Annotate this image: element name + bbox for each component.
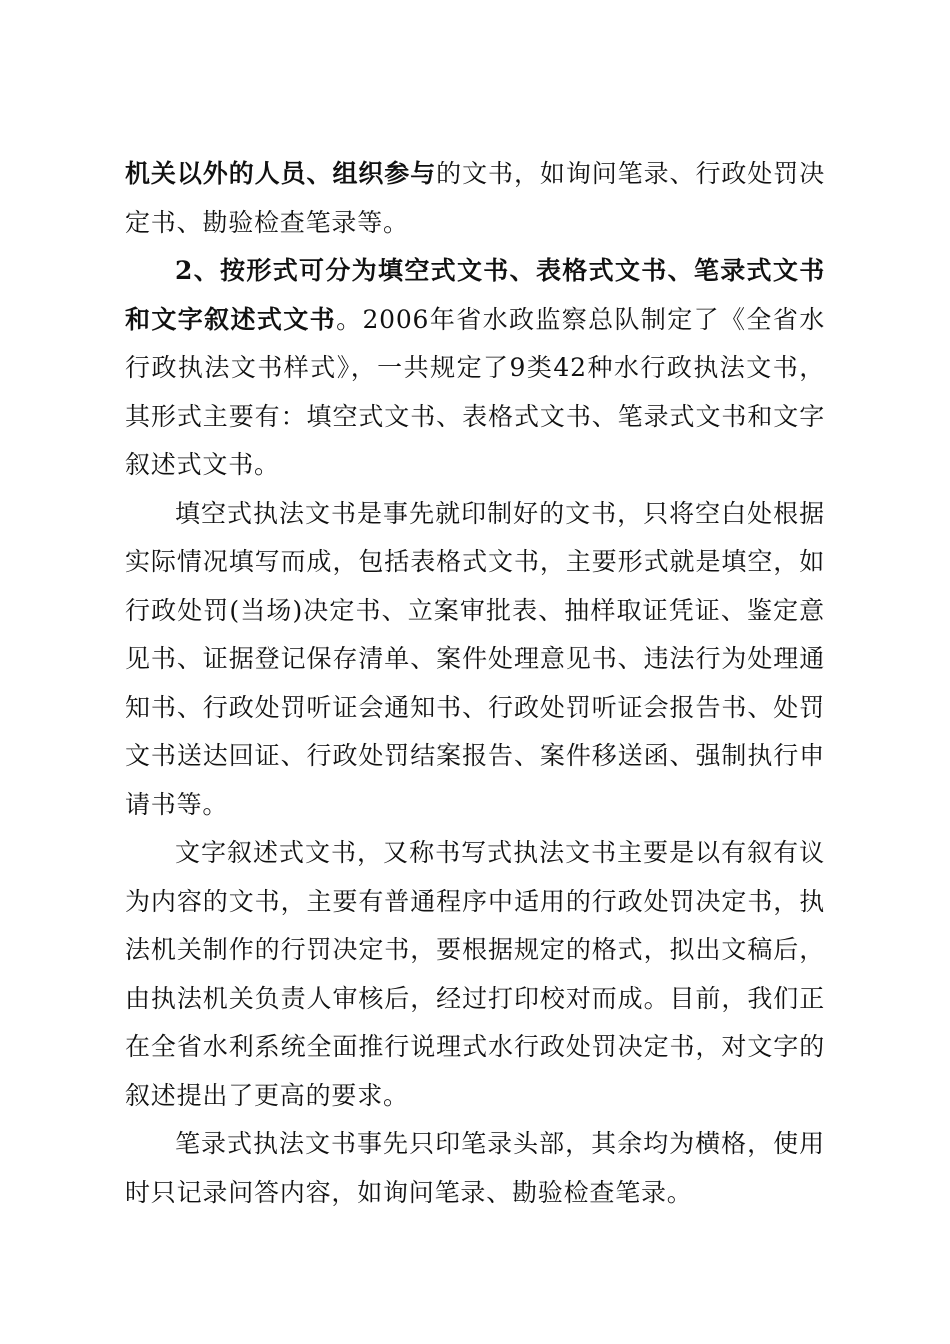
document-page xyxy=(125,150,825,1217)
paragraph-continuation xyxy=(125,150,825,247)
bold-lead: 机关以外的人员、组织参与 xyxy=(125,159,437,188)
paragraph-narrative-documents: 文字叙述式文书，又称书写式执法文书主要是以有叙有议为内容的文书，主要有普通程序中适用的行政处罚决定书，执法机关制作的行罚决定书，要根据规定的格式，拟出文稿后，由执法机关负责人审核后，经过打印校对而成。目前，我们正在全省水利系统全面推行说理式水行政处罚决定书，对文字的叙述提出了更高的要求。 xyxy=(125,838,825,1110)
paragraph-text: 的文书，如询问笔录、行政处罚决定书、勘验检查笔录等。 xyxy=(125,159,825,237)
paragraph-record-documents: 笔录式执法文书事先只印笔录头部，其余均为横格，使用时只记录问答内容，如询问笔录、勘验检查笔录。 xyxy=(125,1129,825,1207)
paragraph-form-classification xyxy=(125,247,825,490)
paragraph-fill-in-documents: 填空式执法文书是事先就印制好的文书，只将空白处根据实际情况填写而成，包括表格式文书，主要形式就是填空，如行政处罚(当场)决定书、立案审批表、抽样取证凭证、鉴定意见书、证据登记保存清单、案件处理意见书、违法行为处理通知书、行政处罚听证会通知书、行政处罚听证会报告书、处罚文书送达回证、行政处罚结案报告、案件移送函、强制执行申请书等。 xyxy=(125,498,825,819)
paragraph-text: 。2006年省水政监察总队制定了《全省水行政执法文书样式》，一共规定了9类42种水行政执法文书，其形式主要有：填空式文书、表格式文书、笔录式文书和文字叙述式文书。 xyxy=(125,304,825,479)
bold-heading: 2、按形式可分为填空式文书、表格式文书、笔录式文书和文字叙述式文书 xyxy=(125,256,825,334)
